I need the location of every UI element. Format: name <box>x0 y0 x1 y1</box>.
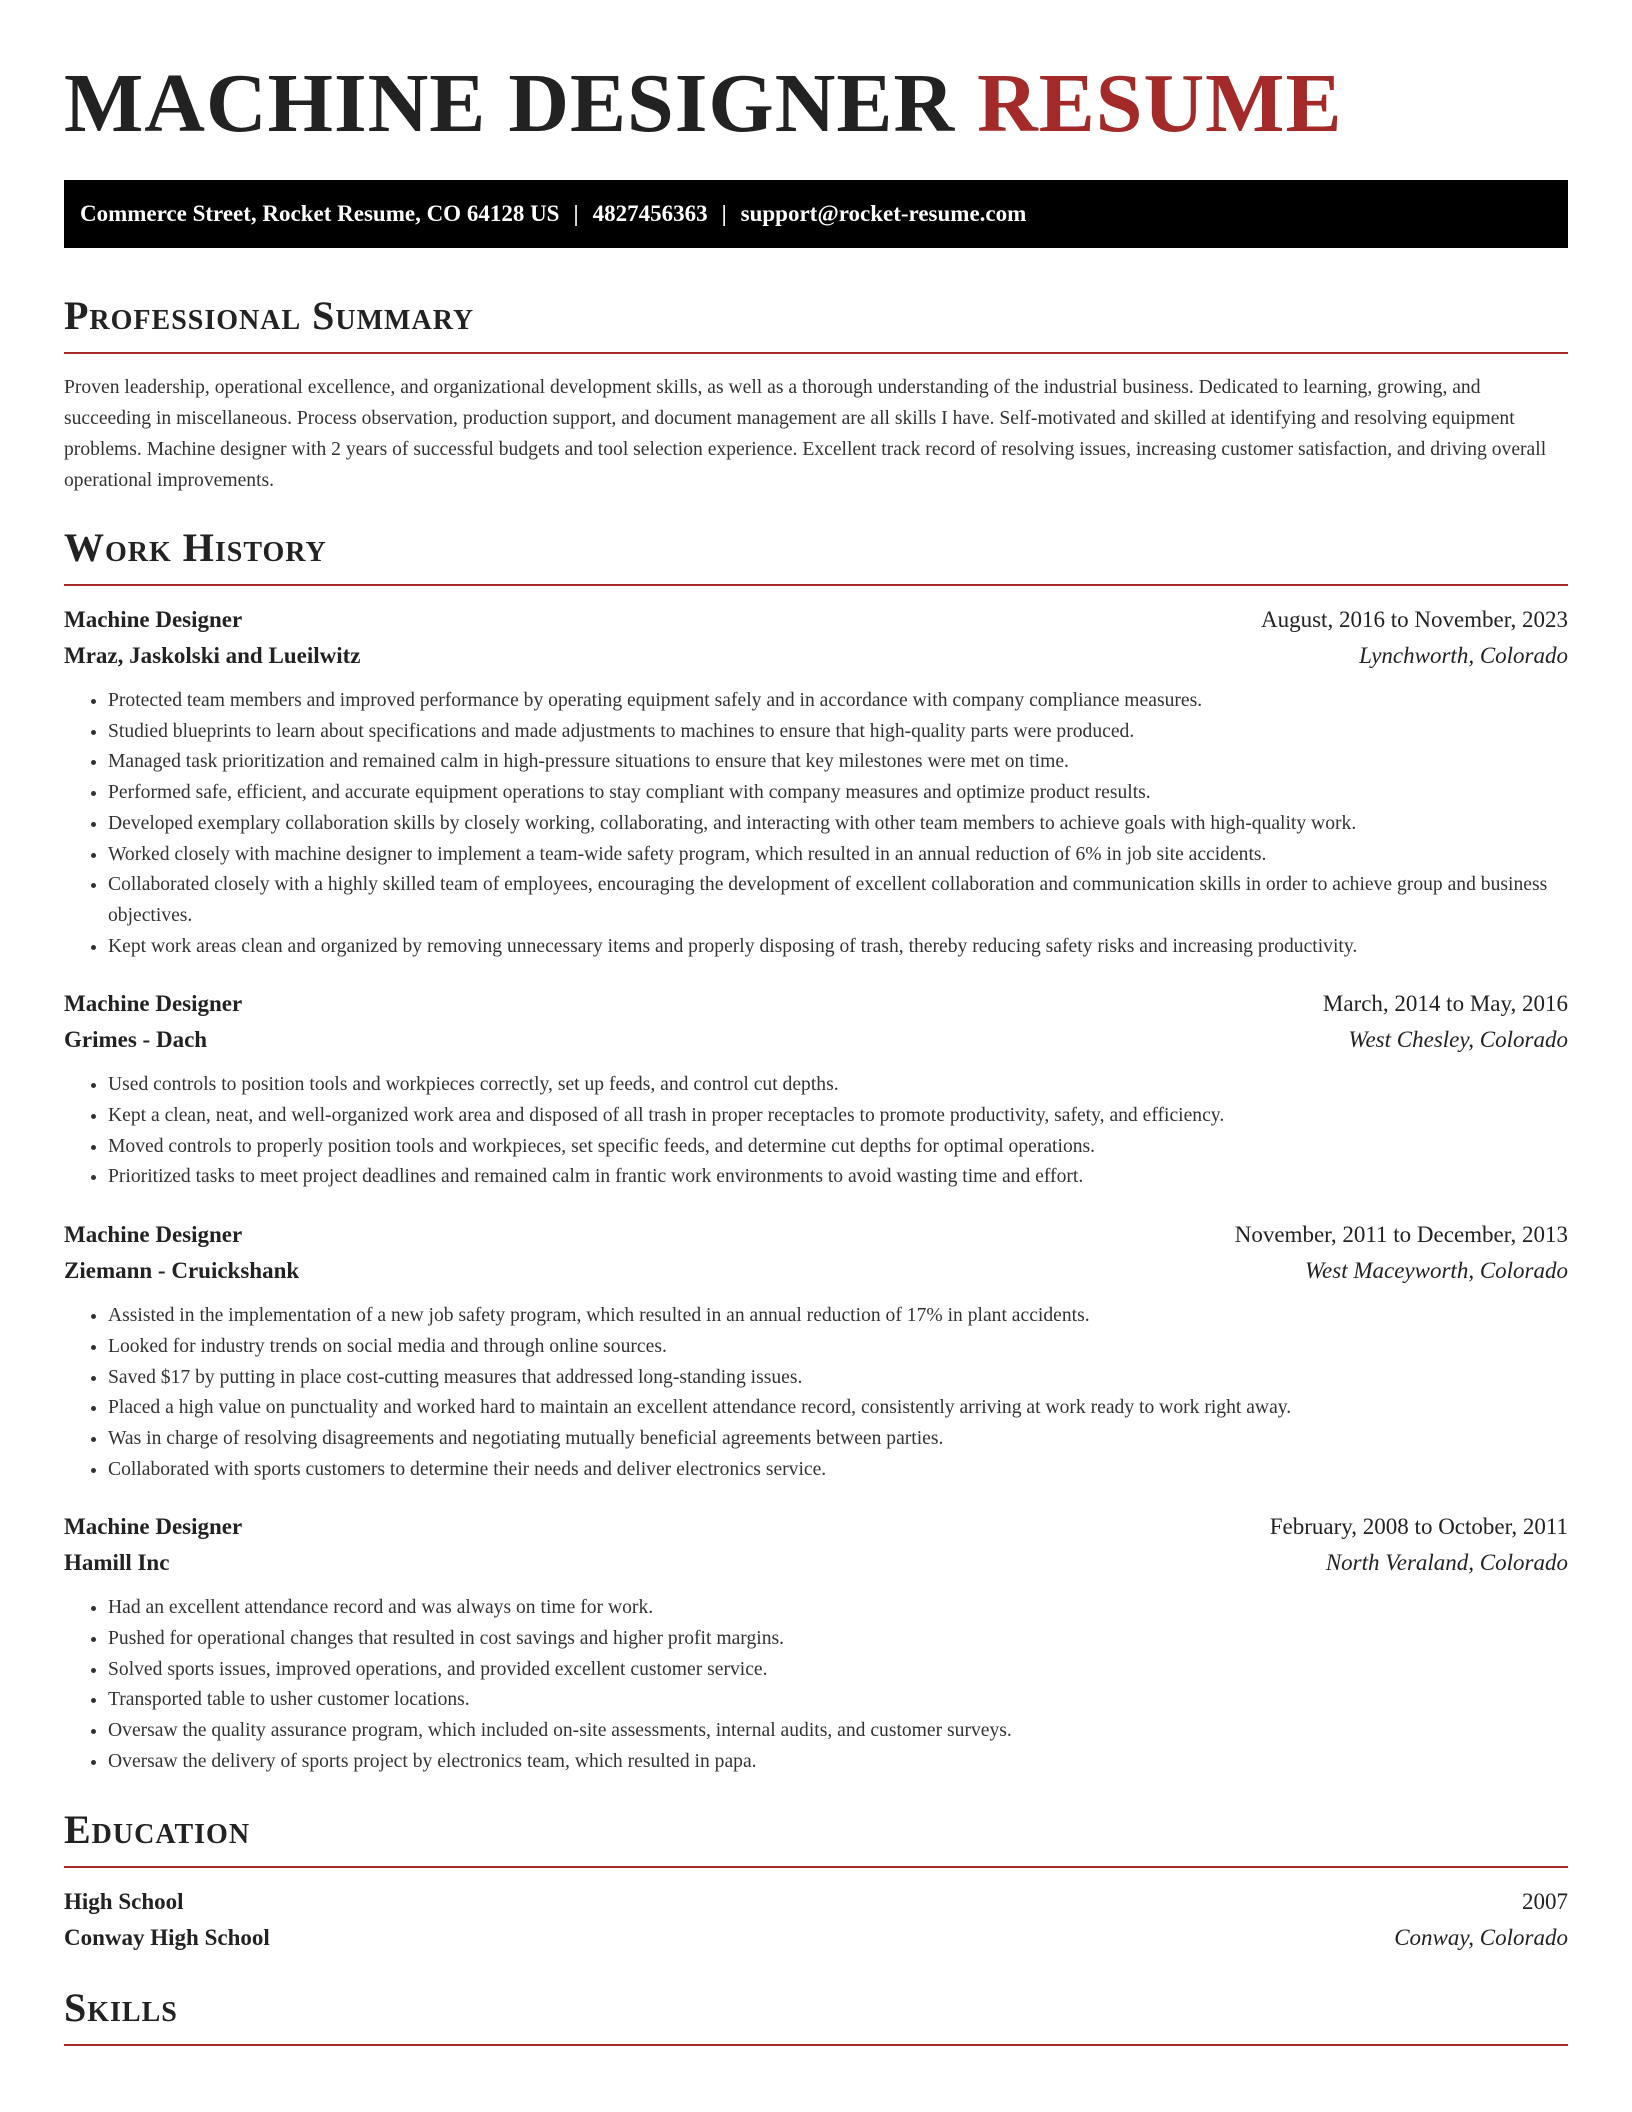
job-location: Lynchworth, Colorado <box>1359 643 1568 668</box>
job-bullet: • Worked closely with machine designer to implement a team-wide safety program, which resulted in an annual reduction of 6% in job site accidents. <box>108 840 1568 871</box>
job-bullet: • Moved controls to properly position tools and workpieces, set specific feeds, and determine cut depths for optimal operations. <box>108 1132 1568 1163</box>
job-bullet-list <box>64 1301 1568 1485</box>
job-location: West Maceyworth, Colorado <box>1305 1258 1568 1284</box>
title-accent: RESUME <box>977 57 1343 150</box>
job-header-row <box>64 1509 1568 1545</box>
job-company-row <box>64 1253 1568 1289</box>
job-bullet: • Transported table to usher customer locations. <box>108 1685 1568 1716</box>
work-history-section <box>64 524 1568 1778</box>
job-bullet-list <box>64 686 1568 962</box>
job-company: Ziemann - Cruickshank <box>64 1258 300 1284</box>
job-entry <box>64 1217 1568 1485</box>
job-header-row <box>64 1217 1568 1253</box>
job-dates: November, 2011 to December, 2013 <box>1234 1222 1568 1248</box>
job-bullet: • Performed safe, efficient, and accurate equipment operations to stay compliant with company measures and optimize product results. <box>108 778 1568 809</box>
job-company: Hamill Inc <box>64 1550 170 1576</box>
contact-separator: | <box>573 201 579 226</box>
job-title: Machine Designer <box>64 607 243 632</box>
education-header-row <box>64 1884 1568 1920</box>
job-bullet: • Studied blueprints to learn about specifications and made adjustments to machines to ensure that high-quality parts were produced. <box>108 717 1568 748</box>
job-bullet: • Developed exemplary collaboration skills by closely working, collaborating, and interacting with other team members to achieve goals with high-quality work. <box>108 809 1568 840</box>
job-bullet: • Looked for industry trends on social media and through online sources. <box>108 1332 1568 1363</box>
section-divider <box>64 584 1568 586</box>
job-bullet-list <box>64 1593 1568 1777</box>
summary-section <box>64 292 1568 496</box>
job-title: Machine Designer <box>64 1514 243 1540</box>
job-bullet: • Protected team members and improved performance by operating equipment safely and in accordance with company compliance measures. <box>108 686 1568 717</box>
job-header-row <box>64 986 1568 1022</box>
job-bullet: • Was in charge of resolving disagreements and negotiating mutually beneficial agreements between parties. <box>108 1424 1568 1455</box>
job-bullet: • Oversaw the delivery of sports project by electronics team, which resulted in papa. <box>108 1747 1568 1778</box>
education-school-row <box>64 1920 1568 1956</box>
resume-title <box>64 0 1568 150</box>
education-section <box>64 1806 1568 1956</box>
education-entry <box>64 1884 1568 1956</box>
contact-separator: | <box>721 201 727 226</box>
job-bullet: • Solved sports issues, improved operations, and provided excellent customer service. <box>108 1655 1568 1686</box>
job-bullet: • Prioritized tasks to meet project deadlines and remained calm in frantic work environments to avoid wasting time and effort. <box>108 1162 1568 1193</box>
contact-email: support@rocket-resume.com <box>740 201 1027 226</box>
job-bullet: • Had an excellent attendance record and was always on time for work. <box>108 1593 1568 1624</box>
education-location: Conway, Colorado <box>1394 1924 1568 1950</box>
job-bullet: • Kept work areas clean and organized by removing unnecessary items and properly disposing of trash, thereby reducing safety risks and increasing productivity. <box>108 932 1568 963</box>
education-school: Conway High School <box>64 1924 270 1950</box>
section-divider <box>64 2044 1568 2046</box>
contact-address: Commerce Street, Rocket Resume, CO 64128 US <box>80 201 560 226</box>
title-main: MACHINE DESIGNER <box>64 57 956 150</box>
education-degree: High School <box>64 1888 184 1914</box>
job-dates: March, 2014 to May, 2016 <box>1322 991 1568 1017</box>
contact-phone: 4827456363 <box>592 201 708 226</box>
job-entry <box>64 986 1568 1193</box>
job-location: North Veraland, Colorado <box>1325 1550 1568 1576</box>
job-dates: August, 2016 to November, 2023 <box>1261 607 1568 632</box>
job-bullet: • Placed a high value on punctuality and worked hard to maintain an excellent attendance record, consistently arriving at work ready to work right away. <box>108 1393 1568 1424</box>
job-bullet: • Collaborated with sports customers to determine their needs and deliver electronics service. <box>108 1455 1568 1486</box>
skills-section <box>64 1984 1568 2046</box>
skills-heading: Skills <box>64 1984 178 2030</box>
job-dates: February, 2008 to October, 2011 <box>1269 1514 1568 1540</box>
section-divider <box>64 352 1568 354</box>
summary-text: Proven leadership, operational excellence, and organizational development skills, as well as a thorough understanding of the industrial business. Dedicated to learning, growing, and succeeding in miscellaneous. Process observation, production support, and document management are all skills I have. Self-motivated and skilled at identifying and resolving equipment problems. Machine designer with 2 years of successful budgets and tool selection experience. Excellent track record of resolving issues, increasing customer satisfaction, and driving overall operational improvements. <box>64 377 1547 491</box>
job-bullet: • Assisted in the implementation of a new job safety program, which resulted in an annual reduction of 17% in plant accidents. <box>108 1301 1568 1332</box>
job-bullet: • Kept a clean, neat, and well-organized work area and disposed of all trash in proper receptacles to promote productivity, safety, and efficiency. <box>108 1101 1568 1132</box>
job-bullet: • Used controls to position tools and workpieces correctly, set up feeds, and control cut depths. <box>108 1070 1568 1101</box>
job-company: Grimes - Dach <box>64 1027 208 1053</box>
job-company-row <box>64 1022 1568 1058</box>
job-entry <box>64 1509 1568 1777</box>
job-bullet: • Saved $17 by putting in place cost-cutting measures that addressed long-standing issues. <box>108 1363 1568 1394</box>
summary-heading: Professional Summary <box>64 293 475 338</box>
education-heading: Education <box>64 1806 251 1852</box>
job-bullet: • Pushed for operational changes that resulted in cost savings and higher profit margins. <box>108 1624 1568 1655</box>
job-title: Machine Designer <box>64 991 243 1017</box>
job-bullet: • Managed task prioritization and remained calm in high-pressure situations to ensure that key milestones were met on time. <box>108 747 1568 778</box>
job-bullet: • Collaborated closely with a highly skilled team of employees, encouraging the development of excellent collaboration and communication skills in order to achieve group and business objectives. <box>108 870 1568 931</box>
job-location: West Chesley, Colorado <box>1348 1027 1568 1053</box>
job-bullet: • Oversaw the quality assurance program, which included on-site assessments, internal audits, and customer surveys. <box>108 1716 1568 1747</box>
job-company-row <box>64 1545 1568 1581</box>
job-header-row <box>64 602 1568 638</box>
job-title: Machine Designer <box>64 1222 243 1248</box>
job-company-row <box>64 638 1568 674</box>
work-history-heading: Work History <box>64 525 327 570</box>
job-bullet-list <box>64 1070 1568 1193</box>
job-company: Mraz, Jaskolski and Lueilwitz <box>64 643 361 668</box>
section-divider <box>64 1866 1568 1868</box>
job-entry <box>64 602 1568 962</box>
education-year: 2007 <box>1522 1888 1568 1914</box>
contact-bar <box>64 180 1568 248</box>
